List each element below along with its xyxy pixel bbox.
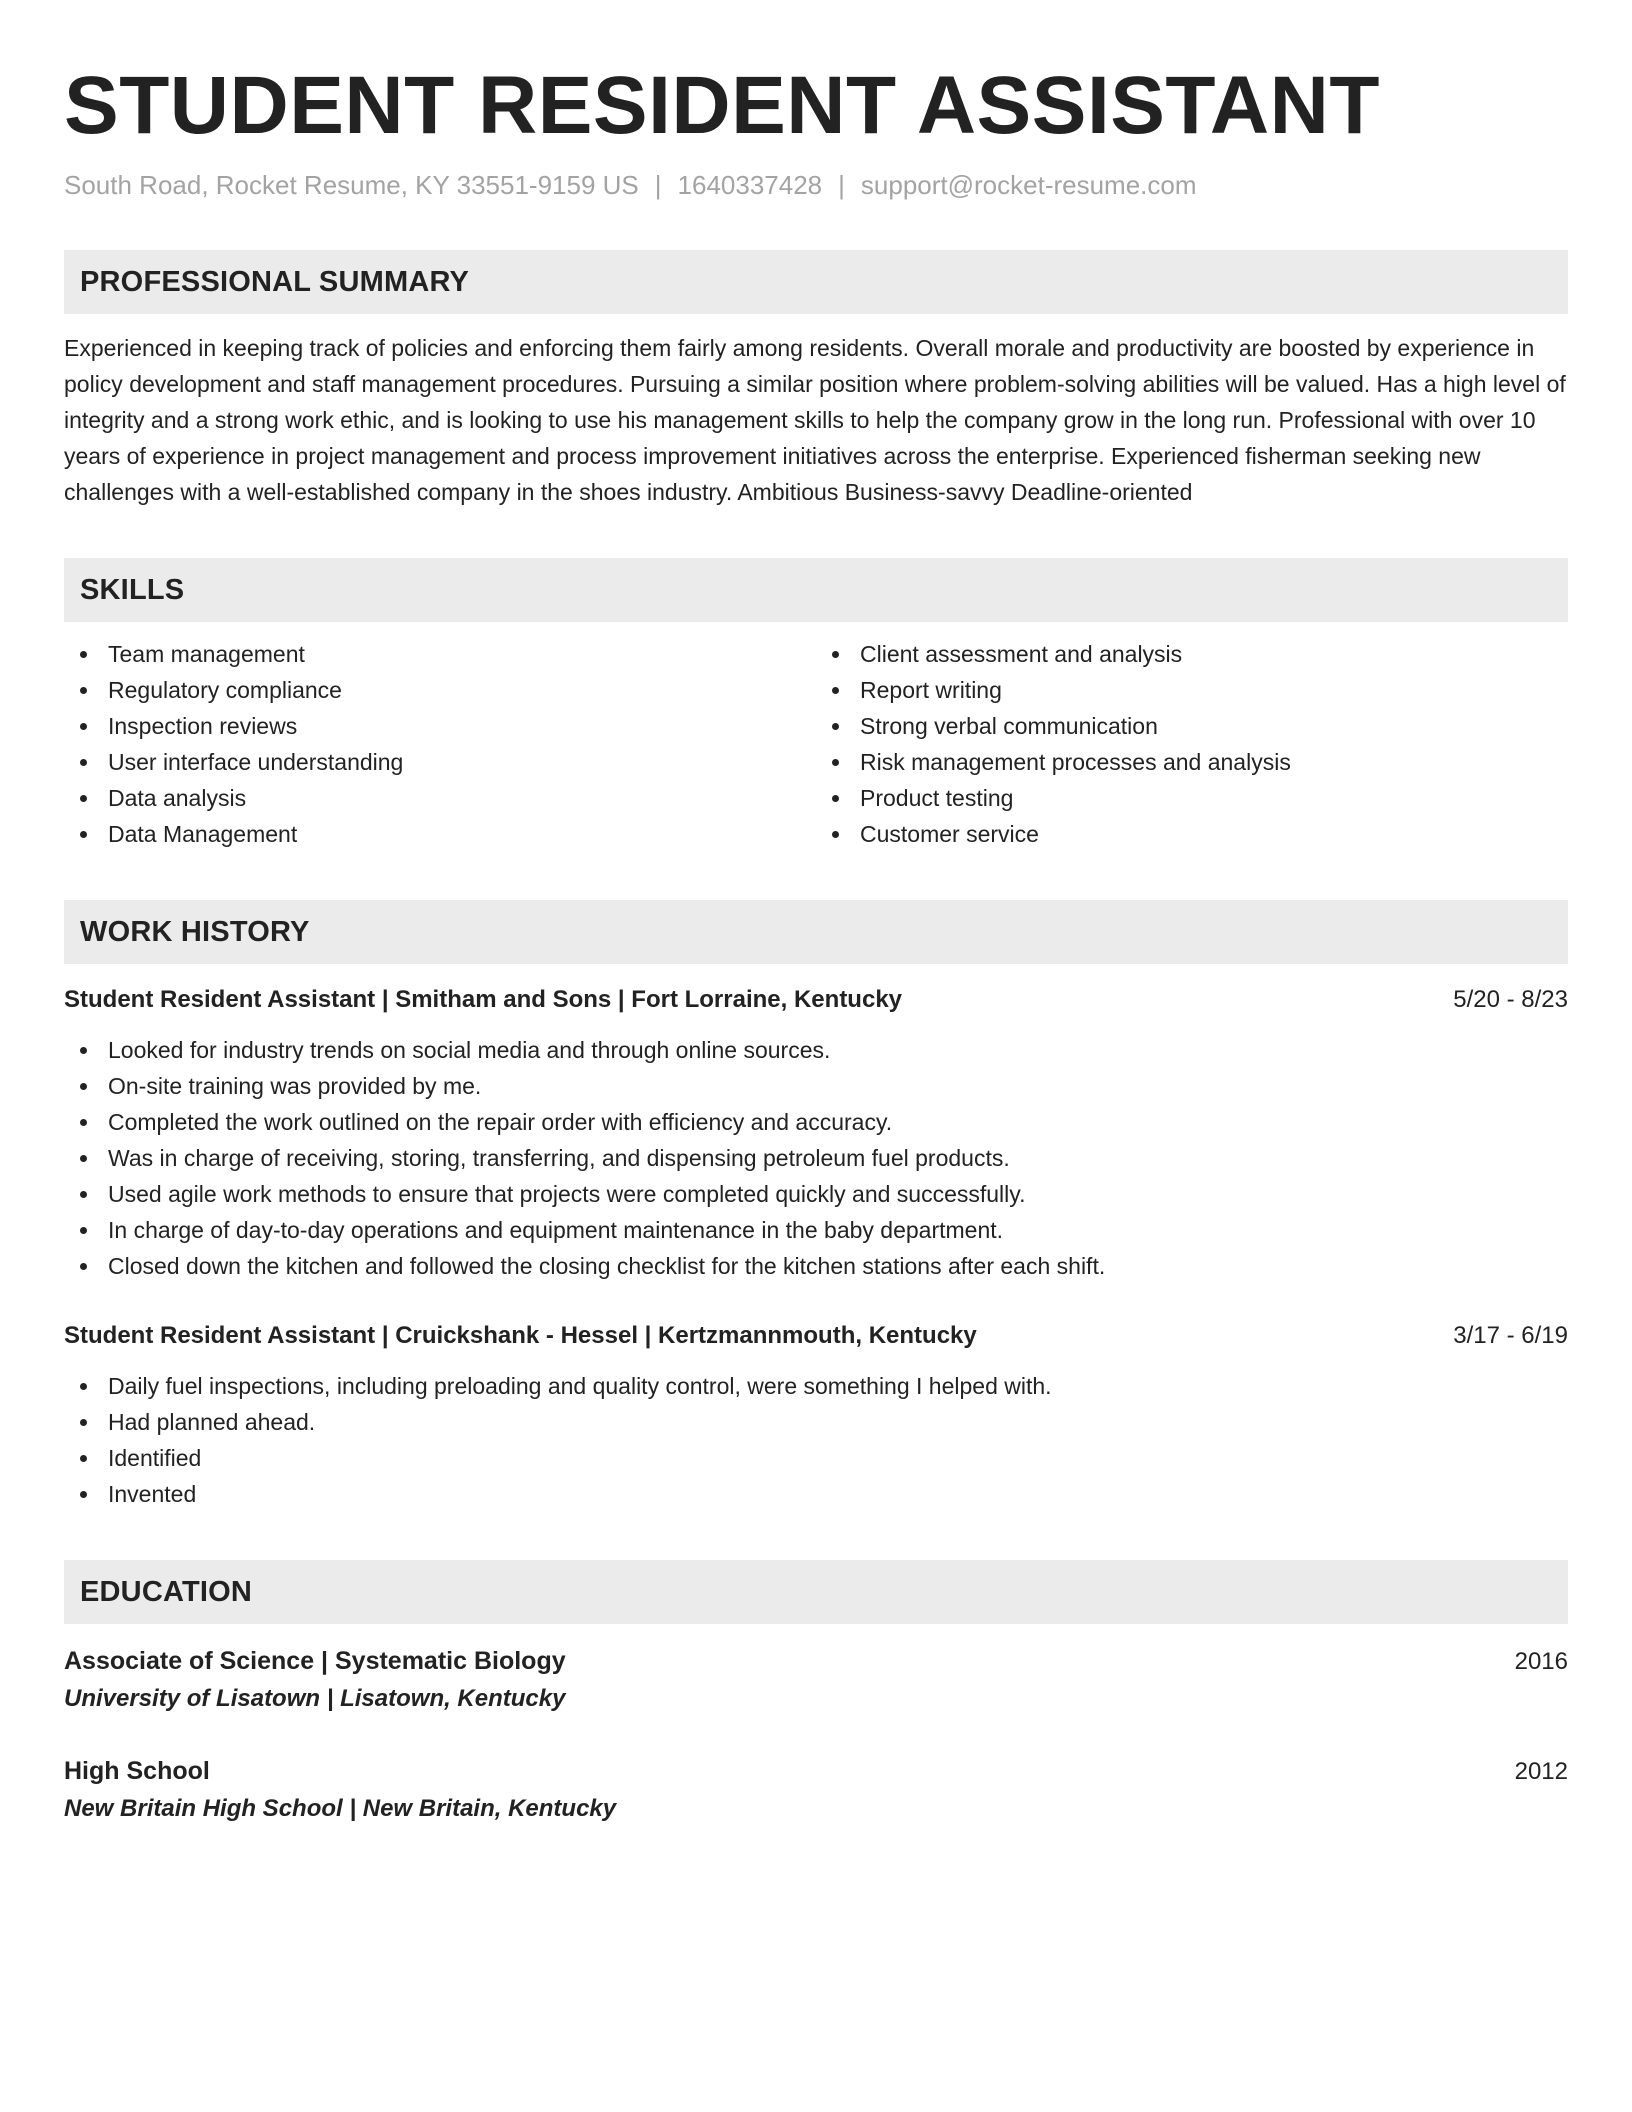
contact-address: South Road, Rocket Resume, KY 33551-9159 US bbox=[64, 170, 639, 200]
job-entry bbox=[64, 1318, 1568, 1512]
job-bullet: On-site training was provided by me. bbox=[64, 1068, 1568, 1104]
contact-phone: 1640337428 bbox=[677, 170, 823, 200]
education-entry bbox=[64, 1752, 1568, 1828]
job-bullet: Closed down the kitchen and followed the closing checklist for the kitchen stations after each shift. bbox=[64, 1248, 1568, 1284]
job-bullet: In charge of day-to-day operations and equipment maintenance in the baby department. bbox=[64, 1212, 1568, 1248]
skills-heading: SKILLS bbox=[80, 573, 185, 606]
contact-line bbox=[64, 168, 1568, 202]
summary-text: Experienced in keeping track of policies and enforcing them fairly among residents. Overall morale and productivity are boosted by experience in policy development and staff management procedures. Pursuing a similar position where problem-solving abilities will be valued. Has a high level of integrity and a strong work ethic, and is looking to use his management skills to help the company grow in the long run. Professional with over 10 years of experience in project management and process improvement initiatives across the enterprise. Experienced fisherman seeking new challenges with a well-established company in the shoes industry. Ambitious Business-savvy Deadline-oriented bbox=[64, 335, 1566, 505]
job-title: Student Resident Assistant | Smitham and Sons | Fort Lorraine, Kentucky bbox=[64, 986, 903, 1013]
job-bullet: Looked for industry trends on social media and through online sources. bbox=[64, 1032, 1568, 1068]
job-bullet: Completed the work outlined on the repair order with efficiency and accuracy. bbox=[64, 1104, 1568, 1140]
job-bullet: Had planned ahead. bbox=[64, 1404, 1568, 1440]
skill-item: Client assessment and analysis bbox=[816, 636, 1568, 672]
skill-item: Inspection reviews bbox=[64, 708, 816, 744]
job-header bbox=[64, 982, 1568, 1018]
job-dates: 5/20 - 8/23 bbox=[1453, 986, 1568, 1013]
skill-item: Data analysis bbox=[64, 780, 816, 816]
education-header bbox=[64, 1752, 1568, 1790]
contact-separator: | bbox=[654, 170, 662, 200]
skill-item: Data Management bbox=[64, 816, 816, 852]
skill-item: Report writing bbox=[816, 672, 1568, 708]
work-section-header bbox=[64, 900, 1568, 964]
skill-item: Risk management processes and analysis bbox=[816, 744, 1568, 780]
summary-heading: PROFESSIONAL SUMMARY bbox=[80, 265, 470, 298]
skill-item: User interface understanding bbox=[64, 744, 816, 780]
degree-title: High School bbox=[64, 1757, 210, 1785]
skills-section-header bbox=[64, 558, 1568, 622]
school-name: University of Lisatown | Lisatown, Kentucky bbox=[64, 1685, 566, 1712]
job-bullet: Used agile work methods to ensure that projects were completed quickly and successfully. bbox=[64, 1176, 1568, 1212]
job-bullets bbox=[64, 1032, 1568, 1284]
summary-section-header bbox=[64, 250, 1568, 314]
skills-left-column bbox=[64, 636, 816, 852]
job-title: Student Resident Assistant | Cruickshank - Hessel | Kertzmannmouth, Kentucky bbox=[64, 1322, 977, 1349]
contact-separator: | bbox=[838, 170, 845, 200]
education-year: 2016 bbox=[1514, 1648, 1568, 1675]
job-entry bbox=[64, 982, 1568, 1284]
skills-grid bbox=[64, 636, 1568, 852]
resume-name: STUDENT RESIDENT ASSISTANT bbox=[64, 60, 1380, 151]
skills-right-column bbox=[816, 636, 1568, 852]
education-heading: EDUCATION bbox=[80, 1575, 253, 1608]
education-entry bbox=[64, 1642, 1568, 1718]
job-bullet: Invented bbox=[64, 1476, 1568, 1512]
skill-item: Strong verbal communication bbox=[816, 708, 1568, 744]
job-bullets bbox=[64, 1368, 1568, 1512]
job-bullet: Daily fuel inspections, including preloading and quality control, were something I helped with. bbox=[64, 1368, 1568, 1404]
education-year: 2012 bbox=[1514, 1758, 1568, 1785]
school-name: New Britain High School | New Britain, Kentucky bbox=[64, 1795, 617, 1822]
skill-item: Product testing bbox=[816, 780, 1568, 816]
contact-email: support@rocket-resume.com bbox=[860, 170, 1197, 200]
work-heading: WORK HISTORY bbox=[80, 915, 310, 948]
job-header bbox=[64, 1318, 1568, 1354]
skill-item: Customer service bbox=[816, 816, 1568, 852]
skill-item: Regulatory compliance bbox=[64, 672, 816, 708]
job-bullet: Identified bbox=[64, 1440, 1568, 1476]
job-bullet: Was in charge of receiving, storing, transferring, and dispensing petroleum fuel products. bbox=[64, 1140, 1568, 1176]
degree-title: Associate of Science | Systematic Biology bbox=[64, 1647, 566, 1675]
education-header bbox=[64, 1642, 1568, 1680]
job-dates: 3/17 - 6/19 bbox=[1453, 1322, 1568, 1349]
education-section-header bbox=[64, 1560, 1568, 1624]
skill-item: Team management bbox=[64, 636, 816, 672]
